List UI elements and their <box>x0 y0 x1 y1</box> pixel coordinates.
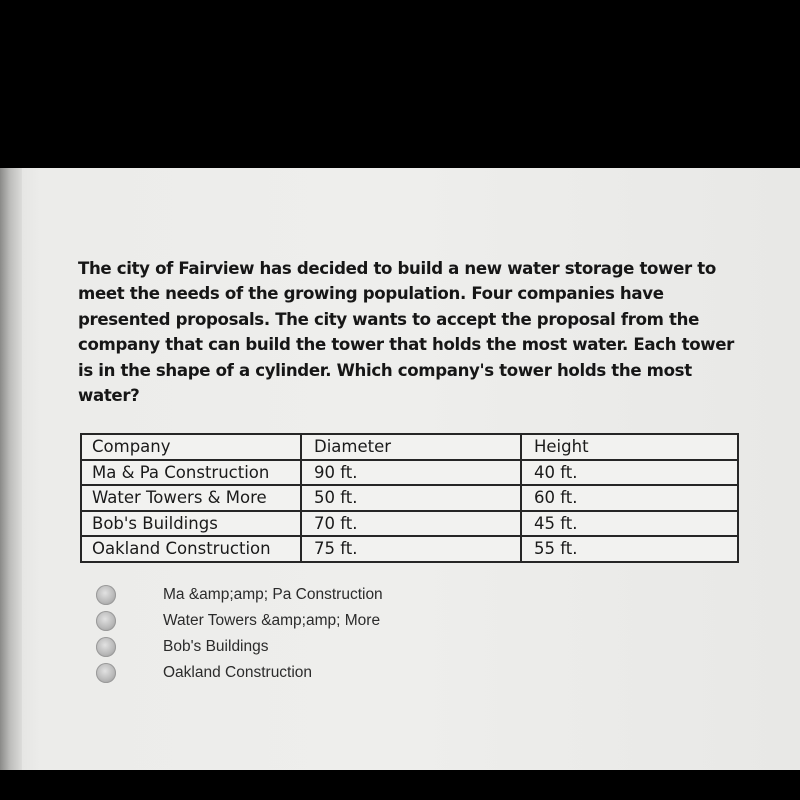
answer-option-water-towers[interactable] <box>96 608 383 634</box>
table-row <box>81 536 738 562</box>
table-row <box>81 511 738 537</box>
cell-diameter: 50 ft. <box>301 485 521 511</box>
cell-height: 40 ft. <box>521 460 738 486</box>
answer-option-ma-pa[interactable] <box>96 582 383 608</box>
table-header-row <box>81 434 738 460</box>
option-label[interactable]: Ma &amp;amp; Pa Construction <box>163 586 383 603</box>
radio-button[interactable] <box>96 585 116 605</box>
cell-company: Ma & Pa Construction <box>81 460 301 486</box>
option-label[interactable]: Oakland Construction <box>163 664 313 681</box>
answer-option-bobs-buildings[interactable] <box>96 634 383 660</box>
radio-button[interactable] <box>96 663 116 683</box>
option-label[interactable]: Water Towers &amp;amp; More <box>163 612 381 629</box>
screen-area <box>0 168 800 770</box>
header-company: Company <box>81 434 301 460</box>
cell-company: Oakland Construction <box>81 536 301 562</box>
cell-company: Water Towers & More <box>81 485 301 511</box>
cell-diameter: 90 ft. <box>301 460 521 486</box>
header-diameter: Diameter <box>301 434 521 460</box>
cell-diameter: 70 ft. <box>301 511 521 537</box>
answer-options <box>96 582 383 686</box>
answer-option-oakland[interactable] <box>96 660 383 686</box>
monitor-bezel <box>0 168 22 770</box>
cell-company: Bob's Buildings <box>81 511 301 537</box>
table-row <box>81 460 738 486</box>
header-height: Height <box>521 434 738 460</box>
question-text: The city of Fairview has decided to build a new water storage tower to meet the needs of the growing population. Four companies have presented proposals. The city wants to accept the proposal from the company that can build the tower that holds the most water. Each tower is in the shape of a cylinder. Which company's tower holds the most water? <box>78 259 734 406</box>
option-label[interactable]: Bob's Buildings <box>163 638 269 655</box>
radio-button[interactable] <box>96 637 116 657</box>
cell-height: 45 ft. <box>521 511 738 537</box>
radio-button[interactable] <box>96 611 116 631</box>
cell-diameter: 75 ft. <box>301 536 521 562</box>
cell-height: 60 ft. <box>521 485 738 511</box>
proposals-table <box>80 433 739 563</box>
table-row <box>81 485 738 511</box>
cell-height: 55 ft. <box>521 536 738 562</box>
